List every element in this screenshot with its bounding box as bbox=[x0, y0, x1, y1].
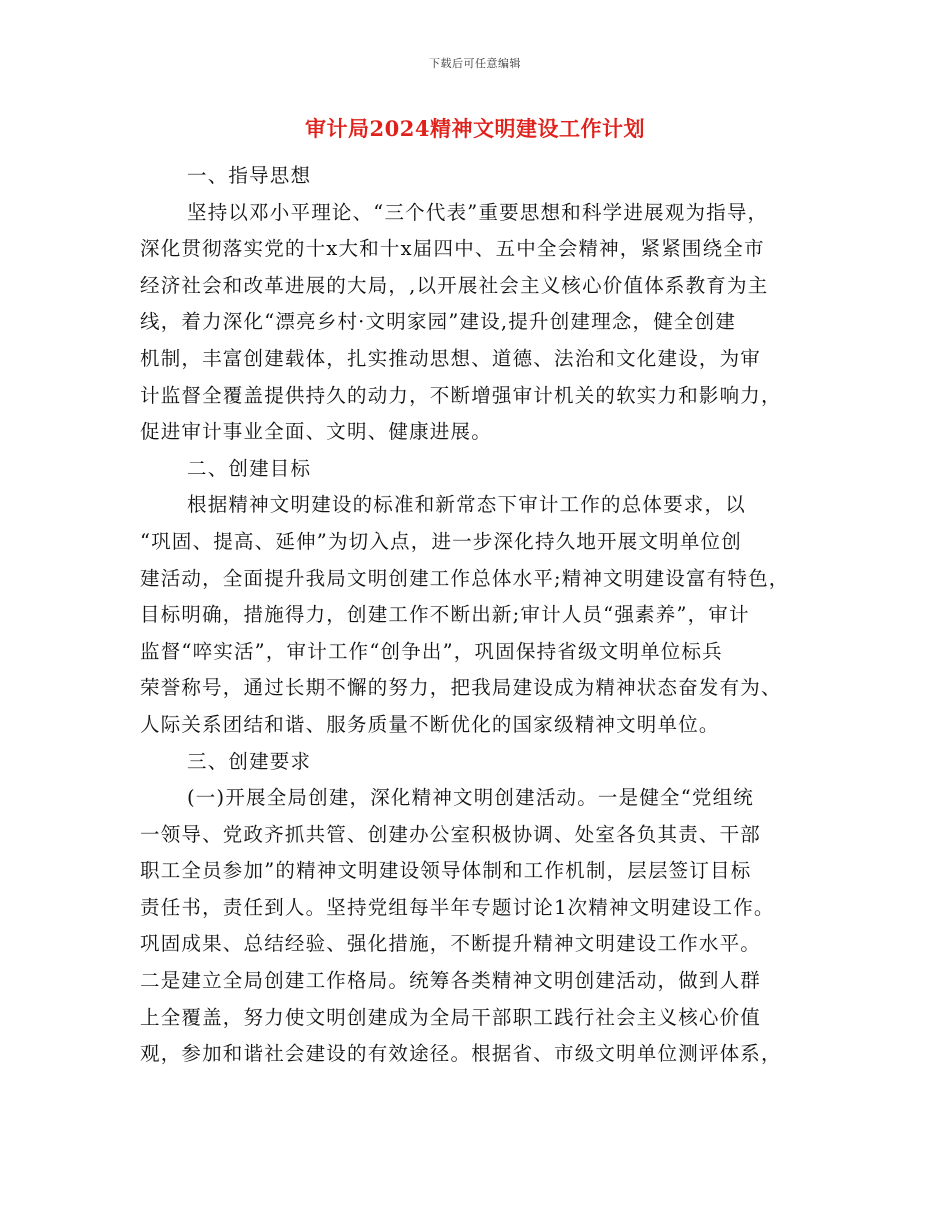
body-line: 三、创建要求 bbox=[187, 749, 312, 773]
body-line: 人际关系团结和谐、服务质量不断优化的国家级精神文明单位。 bbox=[140, 712, 720, 736]
body-line: (一)开展全局创建，深化精神文明创建活动。一是健全“党组统 bbox=[187, 786, 754, 810]
body-line: 促进审计事业全面、文明、健康进展。 bbox=[140, 420, 492, 444]
body-line: 监督“啐实活”，审计工作“创争出”，巩固保持省级文明单位标兵 bbox=[140, 639, 723, 663]
body-line: 根据精神文明建设的标准和新常态下审计工作的总体要求，以 bbox=[187, 493, 746, 517]
body-line: 机制，丰富创建载体，扎实推动思想、道德、法治和文化建设，为审 bbox=[140, 346, 762, 370]
body-line: 一、指导思想 bbox=[187, 164, 312, 187]
body-line: 二、创建目标 bbox=[187, 456, 312, 480]
body-line: 上全覆盖，努力使文明创建成为全局干部职工践行社会主义核心价值 bbox=[140, 1005, 762, 1029]
body-line: 巩固成果、总结经验、强化措施，不断提升精神文明建设工作水平。 bbox=[140, 932, 762, 956]
body-line: 目标明确，措施得力，创建工作不断出新;审计人员“强素养”，审计 bbox=[140, 603, 750, 627]
body-line: 责任书，责任到人。坚持党组每半年专题讨论1次精神文明建设工作。 bbox=[140, 895, 775, 919]
body-line: 坚持以邓小平理论、“三个代表”重要思想和科学进展观为指导， bbox=[187, 200, 769, 224]
body-line: 观，参加和谐社会建设的有效途径。根据省、市级文明单位测评体系， bbox=[140, 1042, 782, 1066]
body-line: 计监督全覆盖提供持久的动力，不断增强审计机关的软实力和影响力， bbox=[140, 383, 782, 407]
body-line: 经济社会和改革进展的大局，,以开展社会主义核心价值体系教育为主 bbox=[140, 273, 769, 297]
header-note: 下载后可任意编辑 bbox=[429, 57, 521, 70]
body-line: 职工全员参加”的精神文明建设领导体制和工作机制，层层签订目标 bbox=[140, 859, 752, 883]
body-line: 一领导、党政齐抓共管、创建办公室积极协调、处室各负其责、干部 bbox=[140, 822, 762, 846]
document-title: 审计局2024精神文明建设工作计划 bbox=[305, 116, 645, 141]
body-line: 深化贯彻落实党的十x大和十x届四中、五中全会精神，紧紧围绕全市 bbox=[140, 237, 765, 261]
body-line: 荣誉称号，通过长期不懈的努力，把我局建设成为精神状态奋发有为、 bbox=[140, 676, 782, 700]
body-line: 二是建立全局创建工作格局。统筹各类精神文明创建活动，做到人群 bbox=[140, 969, 762, 993]
body-line: 线，着力深化“漂亮乡村·文明家园”建设,提升创建理念，健全创建 bbox=[140, 310, 737, 334]
document-body bbox=[140, 158, 805, 1073]
body-line: “巩固、提高、延伸”为切入点，进一步深化持久地开展文明单位创 bbox=[140, 529, 742, 553]
body-line: 建活动，全面提升我局文明创建工作总体水平;精神文明建设富有特色， bbox=[140, 566, 790, 590]
